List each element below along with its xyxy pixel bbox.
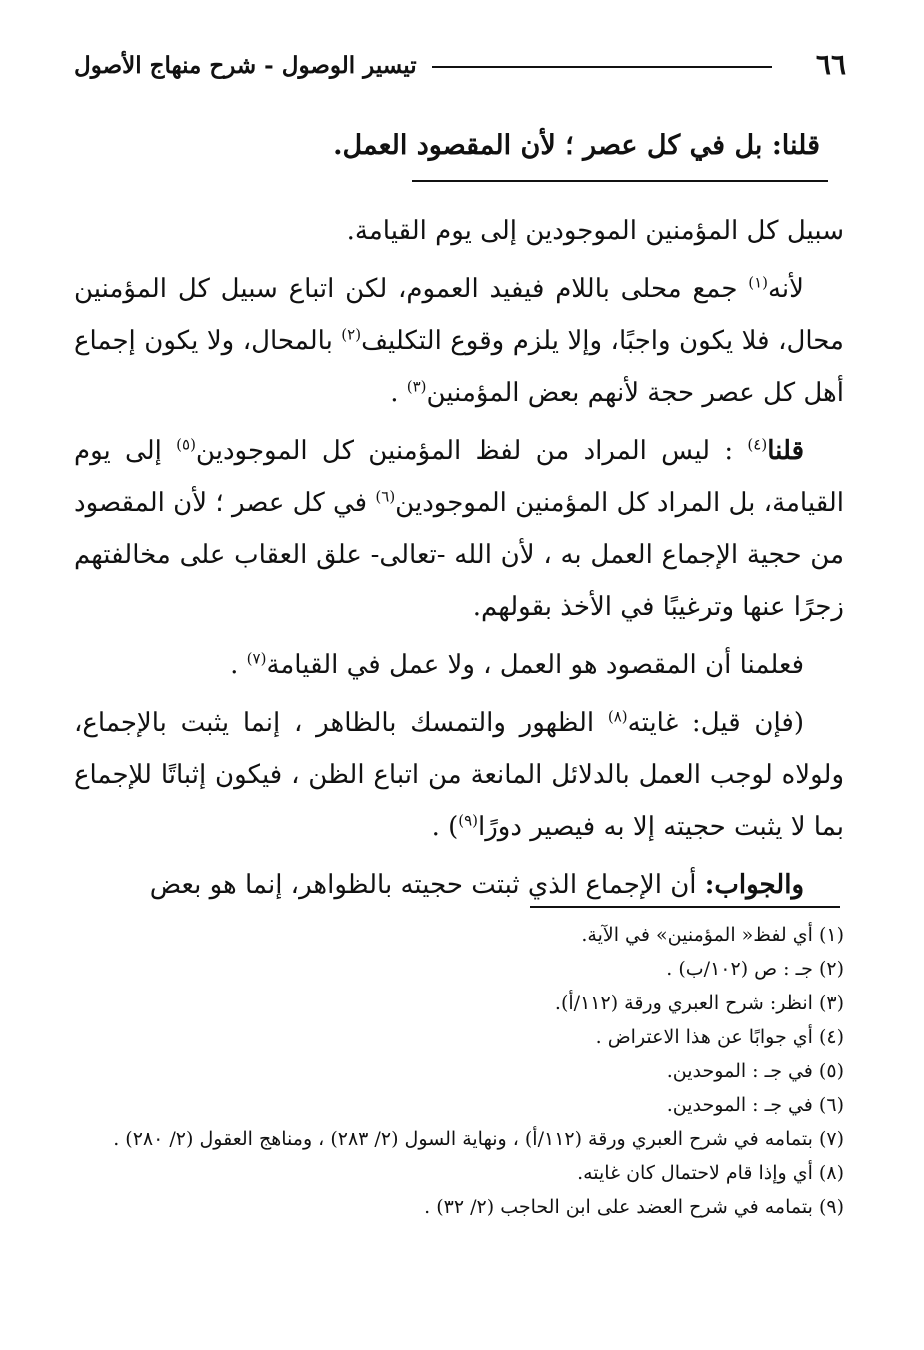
p4-text-b: . — [230, 650, 247, 680]
p5-text-a: (فإن قيل: غايته — [627, 708, 804, 738]
paragraph-5 — [74, 697, 844, 853]
p5-text-b: الظهور والتمسك بالظاهر ، إنما يثبت بالإجماع، ولولاه لوجب العمل بالدلائل المانعة من اتباع الظن ، فيكون إثباتًا للإجماع بما لا يثبت حجيته إلا به فيصير دورًا — [74, 708, 844, 842]
footnote-ref-7: (٧) — [246, 649, 267, 668]
footnote-4: (٤) أي جوابًا عن هذا الاعتراض . — [595, 1026, 844, 1048]
footnote-9: (٩) بتمامه في شرح العضد على ابن الحاجب (٢/ ٣٢) . — [424, 1196, 844, 1218]
p3-text-a: : ليس المراد من لفظ المؤمنين كل الموجودين — [195, 436, 748, 466]
footnote-ref-9: (٩) — [458, 811, 479, 830]
matn-text: بل في كل عصر ؛ لأن المقصود العمل. — [333, 130, 772, 161]
p6-lead: والجواب: — [704, 870, 804, 900]
paragraph-6 — [74, 859, 844, 911]
matn-quote — [333, 130, 820, 161]
p6-text-a: أن الإجماع الذي ثبتت حجيته بالظواهر، إنما هو بعض — [149, 870, 705, 900]
running-title: تيسير الوصول - شرح منهاج الأصول — [74, 52, 417, 79]
paragraph-1: سبيل كل المؤمنين الموجودين إلى يوم القيامة. — [346, 216, 844, 246]
p5-text-c: ) . — [431, 812, 459, 842]
matn-lead: قلنا: — [771, 130, 820, 161]
footnote-ref-6: (٦) — [375, 487, 396, 506]
footnote-3: (٣) انظر: شرح العبري ورقة (١١٢/أ). — [554, 992, 844, 1014]
commentary-body — [74, 205, 844, 917]
footnote-ref-8: (٨) — [607, 707, 628, 726]
footnote-ref-1: (١) — [748, 273, 768, 292]
footnote-7: (٧) بتمامه في شرح العبري ورقة (١١٢/أ) ، ونهاية السول (٢/ ٢٨٣) ، ومناهج العقول (٢/ ٢٨٠) . — [113, 1128, 844, 1150]
p3-text-c: في كل عصر ؛ لأن المقصود من حجية الإجماع العمل به ، لأن الله -تعالى- علق العقاب على مخالفتهم زجرًا عنها وترغيبًا في الأخذ بقولهم. — [74, 488, 844, 622]
paragraph-3 — [74, 425, 844, 633]
footnote-1: (١) أي لفظ« المؤمنين» في الآية. — [581, 924, 844, 946]
p2-text-c: بالمحال، ولا يكون إجماع أهل كل عصر حجة لأنهم بعض المؤمنين — [74, 326, 844, 408]
footnote-8: (٨) أي وإذا قام لاحتمال كان غايته. — [577, 1162, 844, 1184]
footnote-2: (٢) جـ : ص (١٠٢/ب) . — [666, 958, 844, 980]
p3-lead: قلنا — [767, 436, 804, 466]
p2-text-b: جمع محلى باللام فيفيد العموم، لكن اتباع سبيل كل المؤمنين محال، فلا يكون واجبًا، وإلا يلزم وقوع التكليف — [74, 274, 844, 356]
footnote-6: (٦) في جـ : الموحدين. — [666, 1094, 844, 1116]
p4-text-a: فعلمنا أن المقصود هو العمل ، ولا عمل في القيامة — [266, 650, 804, 680]
footnote-ref-5: (٥) — [176, 435, 196, 454]
header-rule — [432, 66, 772, 68]
p3-text-b: إلى يوم القيامة، بل المراد كل المؤمنين الموجودين — [74, 436, 845, 518]
paragraph-4 — [74, 639, 844, 691]
footnote-ref-2: (٢) — [341, 325, 362, 344]
footnote-5: (٥) في جـ : الموحدين. — [666, 1060, 844, 1082]
footnote-separator — [530, 906, 840, 908]
p2-text-a: لأنه — [767, 274, 804, 304]
footnotes — [74, 918, 844, 1224]
footnote-ref-4: (٤) — [747, 435, 768, 454]
page-number: ٦٦ — [815, 48, 846, 81]
matn-underline — [412, 180, 828, 182]
footnote-ref-3: (٣) — [406, 377, 427, 396]
paragraph-2 — [74, 263, 844, 419]
p2-text-d: . — [390, 378, 407, 408]
